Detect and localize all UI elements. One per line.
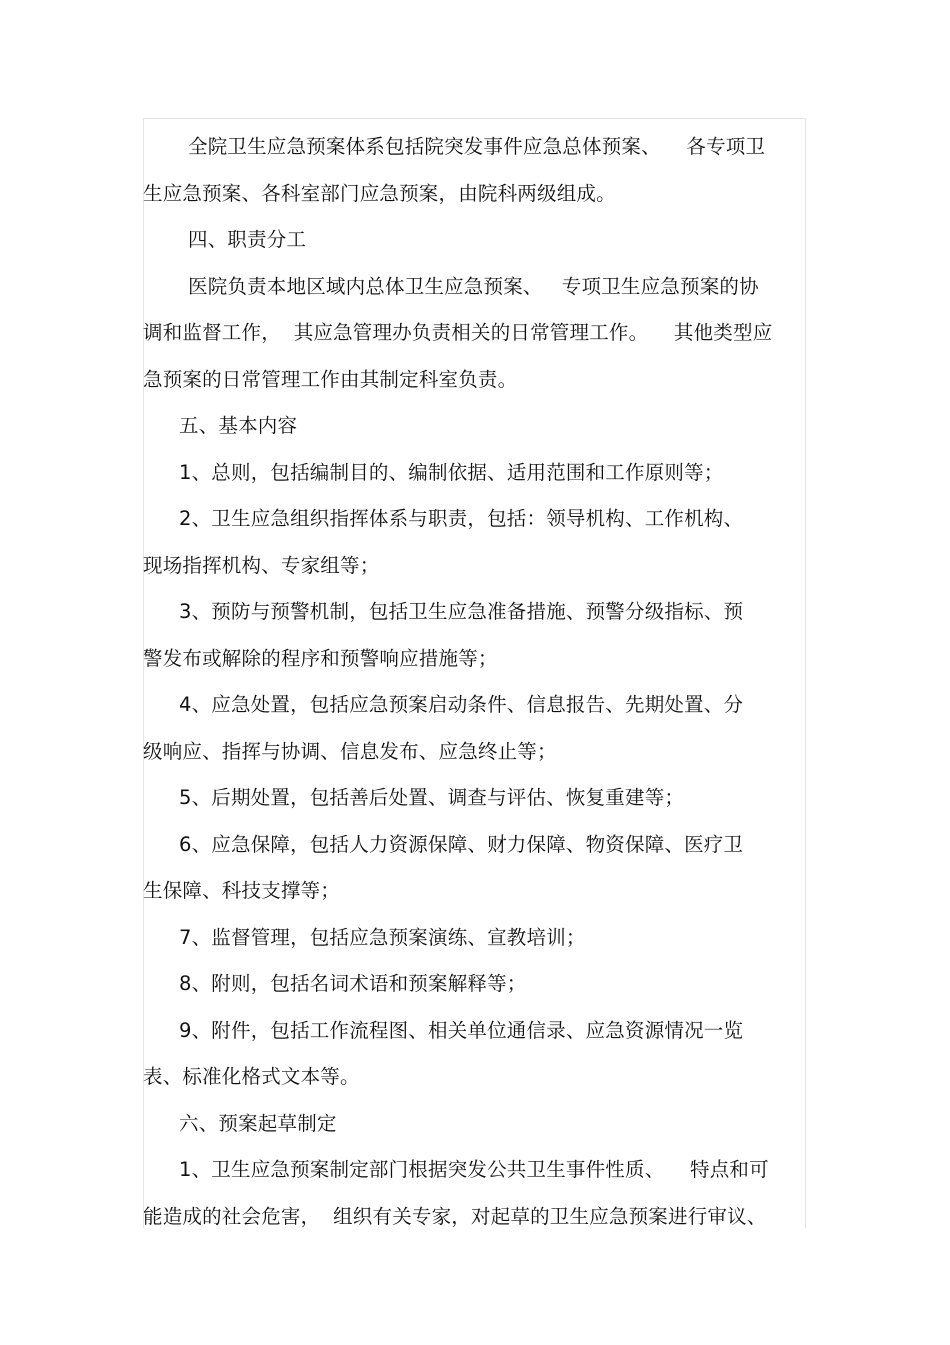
paragraph-line: 医院负责本地区域内总体卫生应急预案、 专项卫生应急预案的协 xyxy=(188,274,759,298)
list-item: 3、预防与预警机制，包括卫生应急准备措施、预警分级指标、预 xyxy=(179,600,744,623)
list-item: 6、应急保障，包括人力资源保障、财力保障、物资保障、医疗卫 xyxy=(179,832,744,856)
list-item: 2、卫生应急组织指挥体系与职责，包括：领导机构、工作机构、 xyxy=(179,507,744,530)
list-item-continuation: 生保障、科技支撑等； xyxy=(143,879,341,902)
list-item-continuation: 级响应、指挥与协调、信息发布、应急终止等； xyxy=(143,739,557,763)
list-item: 8、附则，包括名词术语和预案解释等； xyxy=(179,972,527,995)
paragraph-line: 急预案的日常管理工作由其制定科室负责。 xyxy=(143,367,518,391)
paragraph-line: 调和监督工作， 其应急管理办负责相关的日常管理工作。 其他类型应 xyxy=(143,321,773,344)
list-item: 1、总则，包括编制目的、编制依据、适用范围和工作原则等； xyxy=(179,460,724,484)
list-item: 5、后期处置，包括善后处置、调查与评估、恢复重建等； xyxy=(179,786,685,809)
list-item-continuation: 能造成的社会危害， 组织有关专家，对起草的卫生应急预案进行审议、 xyxy=(143,1204,767,1228)
paragraph-line: 生应急预案、各科室部门应急预案，由院科两级组成。 xyxy=(143,181,616,205)
list-item: 9、附件，包括工作流程图、相关单位通信录、应急资源情况一览 xyxy=(179,1018,744,1042)
list-item-continuation: 警发布或解除的程序和预警响应措施等； xyxy=(143,646,498,670)
section-heading: 六、预案起草制定 xyxy=(179,1111,337,1135)
list-item: 1、卫生应急预案制定部门根据突发公共卫生事件性质、 特点和可 xyxy=(179,1158,769,1181)
list-item: 7、监督管理，包括应急预案演练、宣教培训； xyxy=(179,925,586,949)
list-item: 4、应急处置，包括应急预案启动条件、信息报告、先期处置、分 xyxy=(179,693,744,716)
paragraph-line: 全院卫生应急预案体系包括院突发事件应急总体预案、 各专项卫 xyxy=(188,135,766,158)
document-body xyxy=(143,124,806,1240)
section-heading: 五、基本内容 xyxy=(179,414,298,437)
section-heading: 四、职责分工 xyxy=(188,228,307,251)
list-item-continuation: 现场指挥机构、专家组等； xyxy=(143,553,380,577)
list-item-continuation: 表、标准化格式文本等。 xyxy=(143,1065,360,1088)
